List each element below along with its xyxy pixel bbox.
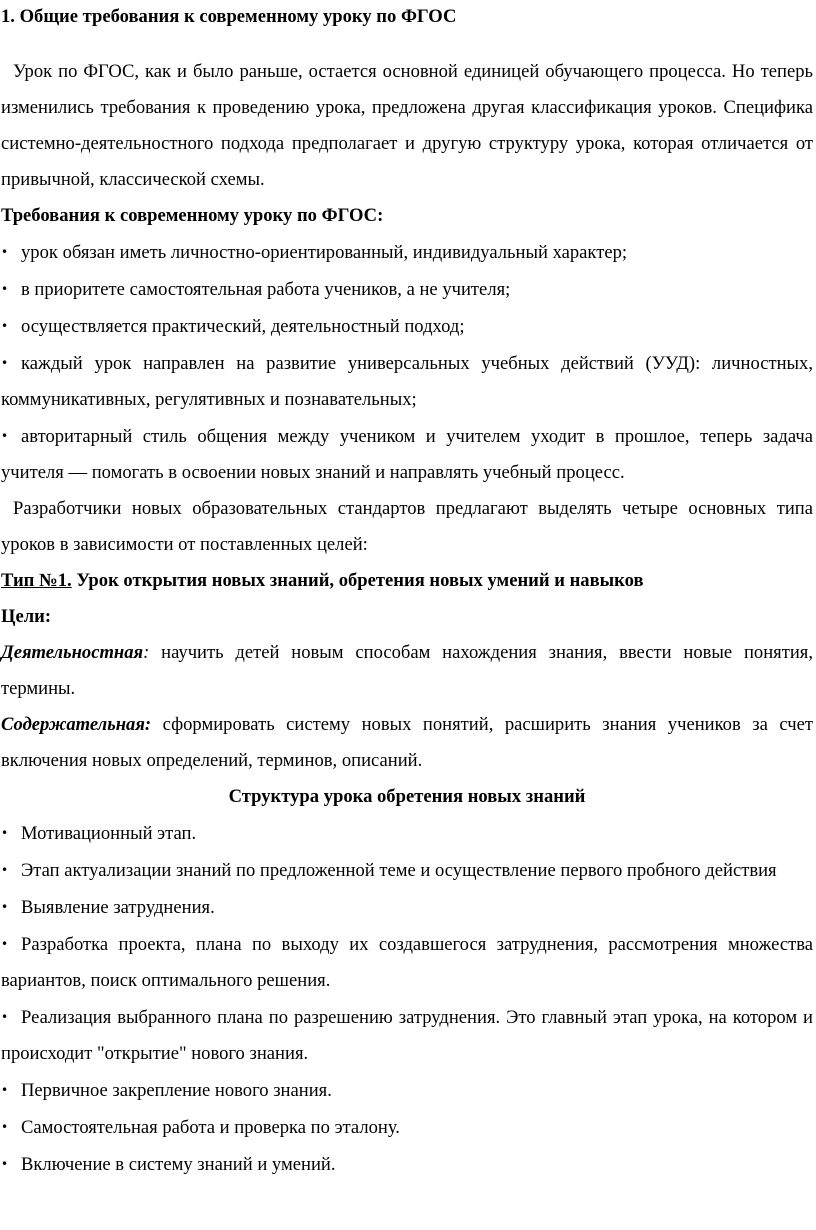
- bullet-icon: •: [1, 900, 9, 914]
- list-item: [1, 926, 813, 999]
- list-item-text: осуществляется практический, деятельностный подход;: [21, 316, 465, 337]
- goal-activity: [1, 635, 813, 707]
- bullet-icon: •: [1, 282, 9, 296]
- bullet-icon: •: [1, 1083, 9, 1097]
- list-item-text: Выявление затруднения.: [21, 897, 215, 918]
- list-item: [1, 999, 813, 1072]
- type1-label: Тип №1.: [1, 570, 72, 591]
- list-item: [1, 1109, 813, 1146]
- bullet-icon: •: [1, 1157, 9, 1171]
- list-item: [1, 1146, 813, 1183]
- list-item-text: авторитарный стиль общения между учеником и учителем уходит в прошлое, теперь задача учителя — помогать в освоении новых знаний и направлять учебный процесс.: [1, 426, 813, 483]
- requirements-title: Требования к современному уроку по ФГОС:: [1, 205, 384, 226]
- list-item-text: урок обязан иметь личностно-ориентированный, индивидуальный характер;: [21, 242, 628, 263]
- intro-paragraph: Урок по ФГОС, как и было раньше, остается основной единицей обучающего процесса. Но теперь изменились требования к проведению урока, предложена другая классификация уроков. Специфика системно-деятельностного подхода предполагает и другую структуру урока, которая отличается от привычной, классической схемы.: [1, 61, 813, 190]
- list-item: [1, 418, 813, 491]
- types-intro-paragraph: Разработчики новых образовательных стандартов предлагают выделять четыре основных типа уроков в зависимости от поставленных целей:: [1, 498, 813, 555]
- list-item: [1, 271, 813, 308]
- list-item: [1, 889, 813, 926]
- goal-content-label: Содержательная:: [1, 714, 152, 735]
- bullet-icon: •: [1, 1010, 9, 1024]
- structure-title: Структура урока обретения новых знаний: [228, 786, 586, 807]
- goal-content-text: сформировать систему новых понятий, расширить знания учеников за счет включения новых определений, терминов, описаний.: [1, 714, 813, 771]
- goal-activity-label: Деятельностная: [1, 642, 144, 663]
- bullet-icon: •: [1, 356, 9, 370]
- spacer: [1, 34, 813, 54]
- list-item-text: каждый урок направлен на развитие универсальных учебных действий (УУД): личностных, коммуникативных, регулятивных и познавательных;: [1, 353, 813, 410]
- type1-title: Урок открытия новых знаний, обретения новых умений и навыков: [76, 570, 644, 591]
- goal-content: [1, 707, 813, 779]
- list-item: [1, 345, 813, 418]
- goal-activity-colon: :: [143, 642, 150, 663]
- list-item-text: в приоритете самостоятельная работа учеников, а не учителя;: [21, 279, 511, 300]
- list-item-text: Первичное закрепление нового знания.: [21, 1080, 332, 1101]
- list-item: [1, 1072, 813, 1109]
- bullet-icon: •: [1, 937, 9, 951]
- bullet-icon: •: [1, 429, 9, 443]
- document-heading: 1. Общие требования к современному уроку по ФГОС: [1, 6, 457, 27]
- bullet-icon: •: [1, 245, 9, 259]
- goal-activity-text: научить детей новым способам нахождения знания, ввести новые понятия, термины.: [1, 642, 813, 699]
- bullet-icon: •: [1, 826, 9, 840]
- requirements-list: [1, 234, 813, 491]
- list-item-text: Мотивационный этап.: [21, 823, 197, 844]
- list-item-text: Этап актуализации знаний по предложенной теме и осуществление первого пробного действия: [21, 860, 777, 881]
- list-item: [1, 234, 813, 271]
- list-item-text: Включение в систему знаний и умений.: [21, 1154, 336, 1175]
- list-item: [1, 308, 813, 345]
- list-item: [1, 852, 813, 889]
- structure-list: [1, 815, 813, 1183]
- list-item-text: Самостоятельная работа и проверка по эталону.: [21, 1117, 400, 1138]
- list-item: [1, 815, 813, 852]
- type1-heading: [1, 563, 813, 599]
- bullet-icon: •: [1, 863, 9, 877]
- list-item-text: Реализация выбранного плана по разрешению затруднения. Это главный этап урока, на котором и происходит "открытие" нового знания.: [1, 1007, 813, 1064]
- list-item-text: Разработка проекта, плана по выходу их создавшегося затруднения, рассмотрения множества вариантов, поиск оптимального решения.: [1, 934, 813, 991]
- bullet-icon: •: [1, 319, 9, 333]
- bullet-icon: •: [1, 1120, 9, 1134]
- goals-title: Цели:: [1, 606, 52, 627]
